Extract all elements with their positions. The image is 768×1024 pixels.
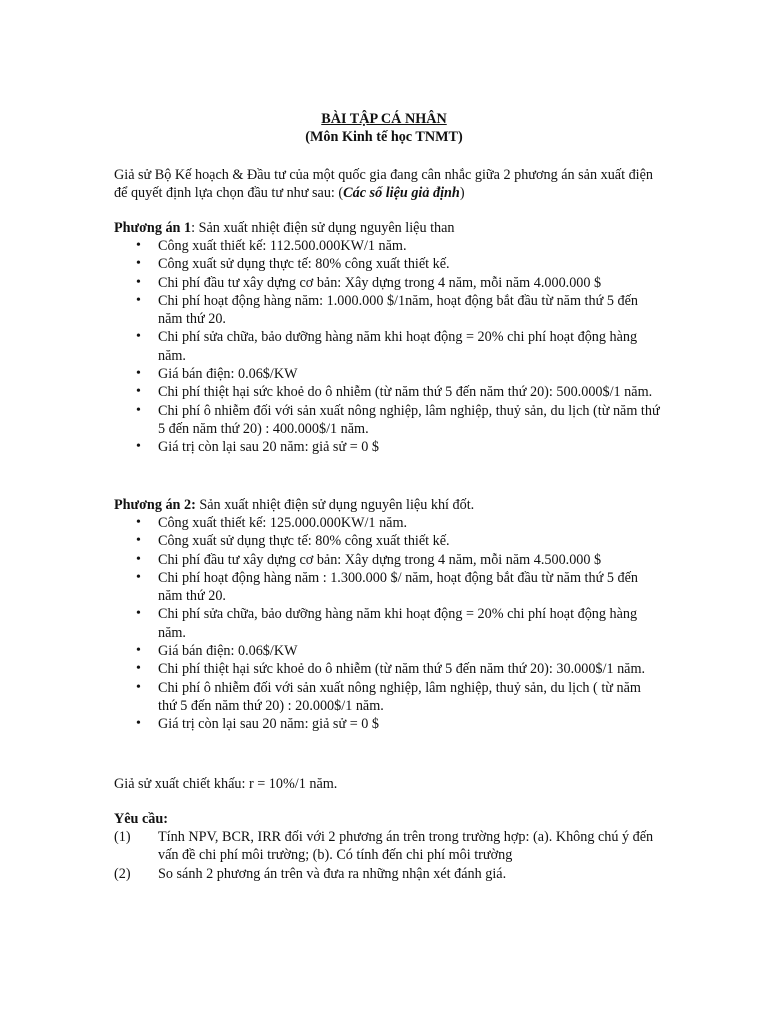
requirement-text: Tính NPV, BCR, IRR đối với 2 phương án trên trong trường hợp: (a). Không chú ý đến vấn đề chi phí môi trường; (b). Có tính đến chi phí môi trường bbox=[158, 829, 654, 864]
option2-list bbox=[114, 514, 662, 734]
list-item: • Chi phí ô nhiễm đối với sản xuất nông nghiệp, lâm nghiệp, thuỷ sản, du lịch ( từ năm thứ 5 đến năm thứ 20) : 20.000$/1 năm. bbox=[114, 679, 662, 716]
list-item: • Chi phí sửa chữa, bảo dưỡng hàng năm khi hoạt động = 20% chi phí hoạt động hàng năm. bbox=[114, 328, 662, 365]
list-item: • Chi phí sửa chữa, bảo dưỡng hàng năm khi hoạt động = 20% chi phí hoạt động hàng năm. bbox=[114, 605, 662, 642]
list-item: • Công xuất thiết kế: 125.000.000KW/1 năm. bbox=[114, 514, 662, 532]
list-item: • Giá bán điện: 0.06$/KW bbox=[114, 365, 662, 383]
requirement-item bbox=[114, 865, 664, 883]
document-subtitle: (Môn Kinh tế học TNMT) bbox=[305, 129, 463, 145]
requirement-item bbox=[114, 828, 664, 865]
list-item: • Chi phí ô nhiễm đối với sản xuất nông nghiệp, lâm nghiệp, thuỷ sản, du lịch (từ năm thứ 5 đến năm thứ 20) : 400.000$/1 năm. bbox=[114, 402, 662, 439]
list-item: • Giá trị còn lại sau 20 năm: giả sử = 0 $ bbox=[114, 715, 662, 733]
list-item: • Chi phí hoạt động hàng năm : 1.300.000 $/ năm, hoạt động bắt đầu từ năm thứ 5 đến năm thứ 20. bbox=[114, 569, 662, 606]
option1-list bbox=[114, 237, 662, 457]
document-title: BÀI TẬP CÁ NHÂN bbox=[321, 111, 447, 127]
list-item: • Công xuất sử dụng thực tế: 80% công xuất thiết kế. bbox=[114, 532, 662, 550]
requirements-heading: Yêu cầu: bbox=[114, 811, 168, 827]
requirement-number: (2) bbox=[114, 865, 131, 882]
requirements-list bbox=[114, 828, 664, 883]
list-item: • Công xuất sử dụng thực tế: 80% công xuất thiết kế. bbox=[114, 255, 662, 273]
intro-emphasis: Các số liệu giả định bbox=[343, 185, 460, 202]
list-item: • Chi phí thiệt hại sức khoẻ do ô nhiễm (từ năm thứ 5 đến năm thứ 20): 30.000$/1 năm. bbox=[114, 660, 662, 678]
intro-paragraph: Giả sử Bộ Kế hoạch & Đầu tư của một quốc gia đang cân nhắc giữa 2 phương án sản xuất điện để quyết định lựa chọn đầu tư như sau: (Các số liệu giả định) bbox=[114, 167, 654, 202]
requirement-number: (1) bbox=[114, 829, 131, 845]
discount-rate-text: Giả sử xuất chiết khấu: r = 10%/1 năm. bbox=[114, 776, 338, 792]
option2-heading: Phương án 2: Sản xuất nhiệt điện sử dụng nguyên liệu khí đốt. bbox=[114, 497, 475, 513]
list-item: • Chi phí thiệt hại sức khoẻ do ô nhiễm (từ năm thứ 5 đến năm thứ 20): 500.000$/1 năm. bbox=[114, 383, 662, 401]
list-item: • Giá trị còn lại sau 20 năm: giả sử = 0 $ bbox=[114, 438, 662, 456]
list-item: • Chi phí đầu tư xây dựng cơ bản: Xây dựng trong 4 năm, mỗi năm 4.500.000 $ bbox=[114, 551, 662, 569]
list-item: • Chi phí hoạt động hàng năm: 1.000.000 $/1năm, hoạt động bắt đầu từ năm thứ 5 đến năm thứ 20. bbox=[114, 292, 662, 329]
list-item: • Chi phí đầu tư xây dựng cơ bản: Xây dựng trong 4 năm, mỗi năm 4.000.000 $ bbox=[114, 274, 662, 292]
list-item: • Giá bán điện: 0.06$/KW bbox=[114, 642, 662, 660]
option1-heading: Phương án 1: Sản xuất nhiệt điện sử dụng nguyên liệu than bbox=[114, 220, 455, 236]
list-item: • Công xuất thiết kế: 112.500.000KW/1 năm. bbox=[114, 237, 662, 255]
requirement-text: So sánh 2 phương án trên và đưa ra những nhận xét đánh giá. bbox=[158, 865, 507, 882]
